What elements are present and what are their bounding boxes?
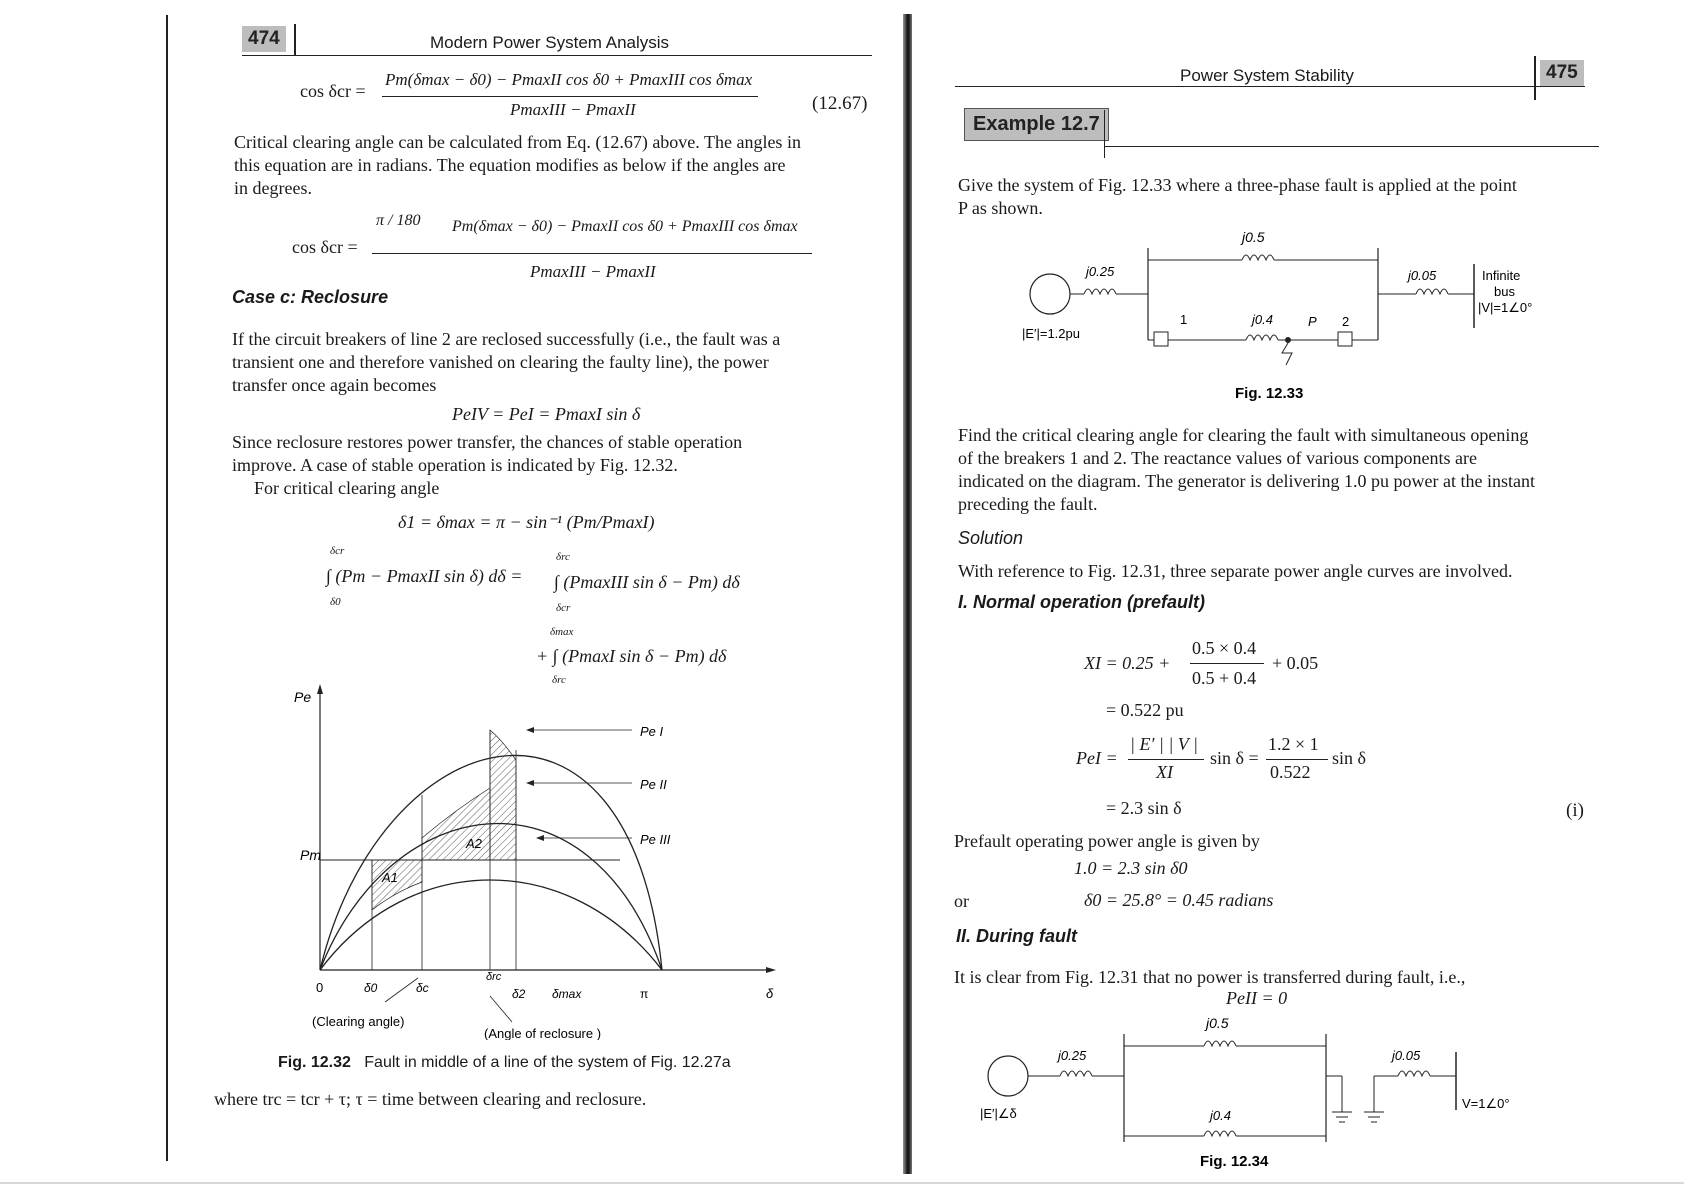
int2-expression: + ∫ (PmaxI sin δ − Pm) dδ: [536, 646, 727, 666]
label-pe1: Pe I: [640, 724, 664, 739]
left-running-head: Modern Power System Analysis: [430, 33, 670, 52]
book-spine: [903, 14, 912, 1174]
inductor-j05-34: [1204, 1041, 1236, 1046]
case-c-heading: Case c: Reclosure: [232, 287, 389, 307]
label-infinite: Infinite: [1482, 268, 1521, 283]
label-j05-34: j0.5: [1206, 1015, 1229, 1031]
label-j005-34: j0.05: [1392, 1048, 1421, 1063]
label-v-34: V=1∠0°: [1462, 1096, 1510, 1111]
inductor-j05: [1242, 255, 1274, 260]
xi-denominator: 0.5 + 0.4: [1192, 668, 1257, 688]
label-emf: |E′|=1.2pu: [1022, 326, 1080, 341]
left-header-rule: [242, 55, 872, 56]
fig-12-33-caption: Fig. 12.33: [1235, 385, 1304, 402]
eq-degrees-fraction-bar: [372, 253, 812, 254]
inductor-j025-34: [1060, 1071, 1092, 1076]
during-fault-heading: II. During fault: [956, 926, 1077, 946]
xi-fraction-bar: [1190, 663, 1264, 664]
inductor-j04: [1246, 335, 1278, 340]
right-page-number: 475: [1540, 60, 1584, 86]
label-pe-axis: Pe: [294, 689, 312, 705]
eq-degrees-pi-factor: π / 180: [376, 212, 421, 229]
pe-mid: sin δ =: [1210, 748, 1259, 768]
label-drc: δrc: [486, 971, 502, 983]
label-delta: δ: [766, 986, 774, 1001]
generator-symbol-34: [988, 1056, 1028, 1096]
label-origin: 0: [316, 980, 324, 995]
area-a2-upper: [490, 730, 516, 860]
breaker-1: [1154, 332, 1168, 346]
fault-symbol: [1282, 343, 1292, 365]
generator-symbol: [1030, 274, 1070, 314]
int1-right-lower: δcr: [556, 602, 571, 614]
xi-lhs: XI = 0.25 +: [1084, 653, 1171, 673]
example-tick: [1104, 110, 1105, 158]
area-a1: [372, 860, 422, 910]
int2-lower: δrc: [552, 674, 566, 686]
label-dmax: δmax: [552, 987, 582, 1001]
right-para-3: With reference to Fig. 12.31, three separate power angle curves are involved.: [958, 561, 1513, 581]
label-clearing-angle: (Clearing angle): [312, 1014, 405, 1029]
right-para-1: Give the system of Fig. 12.33 where a three-phase fault is applied at the point P as shown.: [958, 175, 1517, 218]
label-j025-34: j0.25: [1058, 1048, 1087, 1063]
right-header-tick: [1534, 56, 1536, 100]
pe-denominator-2: 0.522: [1270, 762, 1311, 782]
label-a2: A2: [466, 836, 482, 851]
right-header-rule: [955, 86, 1585, 87]
int1-left-expression: ∫ (Pm − PmaxII sin δ) dδ =: [326, 566, 523, 586]
page-bottom-edge: [0, 1182, 1684, 1184]
xi-tail: + 0.05: [1272, 653, 1319, 673]
label-bus2: 2: [1342, 314, 1350, 329]
where-line: where trc = tcr + τ; τ = time between clearing and reclosure.: [214, 1089, 647, 1109]
label-d2: δ2: [512, 987, 526, 1001]
label-point-p: P: [1308, 314, 1317, 329]
int1-left-upper: δcr: [330, 545, 345, 557]
solution-heading: Solution: [958, 528, 1024, 548]
left-para-2: If the circuit breakers of line 2 are reclosed successfully (i.e., the fault was a transient one and therefore vanished on clearing the faulty line), the power transfer once again becomes: [232, 329, 781, 395]
pe-fraction-bar-1: [1128, 759, 1204, 760]
fault-point: [1285, 337, 1291, 343]
leader-pe1-arrow: [526, 727, 534, 733]
prefault-eq-2: δ0 = 25.8° = 0.45 radians: [1084, 890, 1274, 910]
label-pi: π: [640, 987, 649, 1001]
eq-reclose-power: PeIV = PeI = PmaxI sin δ: [452, 404, 641, 424]
label-pm: Pm: [300, 847, 321, 863]
int1-left-lower: δ0: [330, 596, 341, 608]
label-j04-34: j0.4: [1210, 1108, 1231, 1123]
eq-delta1: δ1 = δmax = π − sin⁻¹ (Pm/PmaxI): [398, 512, 655, 532]
eq-degrees-lhs: cos δcr =: [292, 237, 358, 257]
pe-denominator-1: XI: [1156, 762, 1173, 782]
label-dc: δc: [416, 981, 429, 995]
left-page-number: 474: [242, 26, 286, 52]
int1-right-expression: ∫ (PmaxIII sin δ − Pm) dδ: [554, 572, 740, 592]
label-bus1: 1: [1180, 312, 1188, 327]
label-d0: δ0: [364, 981, 378, 995]
eq-degrees-numerator: Pm(δmax − δ0) − PmaxII cos δ0 + PmaxIII cos δmax: [452, 218, 798, 235]
fig-12-34-caption: Fig. 12.34: [1200, 1153, 1269, 1170]
example-label: Example 12.7: [964, 108, 1109, 141]
label-pe2: Pe II: [640, 777, 667, 792]
eq-12-67-denominator: PmaxIII − PmaxII: [510, 100, 636, 119]
label-j04: j0.4: [1252, 312, 1273, 327]
eq-12-67-lhs: cos δcr =: [300, 81, 366, 101]
normal-operation-heading: I. Normal operation (prefault): [958, 592, 1206, 612]
leader-clearing: [385, 978, 418, 1002]
eq-i-number: (i): [1566, 800, 1584, 821]
circuit-figure-12-34: [978, 1012, 1588, 1172]
left-para-1: Critical clearing angle can be calculated from Eq. (12.67) above. The angles in this equation are in radians. The equation modifies as below if the angles are in degrees.: [234, 132, 801, 198]
left-margin-rule: [166, 15, 168, 1161]
label-bus: bus: [1494, 284, 1515, 299]
inductor-j005: [1416, 289, 1448, 294]
pe-axis-arrow: [317, 684, 323, 694]
prefault-eq-1: 1.0 = 2.3 sin δ0: [1074, 858, 1188, 878]
fig-12-32-caption: Fig. 12.32 Fault in middle of a line of the system of Fig. 12.27a: [278, 1054, 731, 1071]
inductor-j025: [1084, 289, 1116, 294]
pe-tail: sin δ: [1332, 748, 1366, 768]
label-pe3: Pe III: [640, 832, 671, 847]
label-a1: A1: [382, 870, 398, 885]
pe-fraction-bar-2: [1266, 759, 1328, 760]
eq-12-67-fraction-bar: [382, 96, 758, 97]
pe2-zero: PeII = 0: [1226, 988, 1288, 1008]
delta-axis-arrow: [766, 967, 776, 973]
inductor-j04-34: [1204, 1131, 1236, 1136]
curve-pe3: [320, 880, 662, 970]
power-angle-figure: [290, 680, 800, 1040]
left-para-3: Since reclosure restores power transfer, the chances of stable operation improve. A case of stable operation is indicated by Fig. 12.32. For critical clearing angle: [232, 432, 743, 498]
eq-degrees-denominator: PmaxIII − PmaxII: [530, 262, 656, 281]
label-v: |V|=1∠0°: [1478, 300, 1533, 315]
right-para-2: Find the critical clearing angle for clearing the fault with simultaneous opening of the breakers 1 and 2. The reactance values of various components are indicated on the diagram. The generator is delivering 1.0 pu power at the instant preceding the fault.: [958, 425, 1535, 514]
pe-result: = 2.3 sin δ: [1106, 798, 1182, 818]
prefault-or: or: [954, 891, 969, 911]
label-j05: j0.5: [1242, 229, 1265, 245]
leader-pe3-arrow: [536, 835, 544, 841]
breaker-2: [1338, 332, 1352, 346]
prefault-line: Prefault operating power angle is given by: [954, 831, 1260, 851]
eq-12-67-number: (12.67): [812, 93, 868, 114]
int1-right-upper: δrc: [556, 551, 570, 563]
leader-pe2-arrow: [526, 780, 534, 786]
int2-upper: δmax: [550, 626, 574, 638]
pe-numerator-2: 1.2 × 1: [1268, 734, 1319, 754]
label-j025: j0.25: [1086, 264, 1115, 279]
xi-numerator: 0.5 × 0.4: [1192, 638, 1257, 658]
circuit-figure-12-33: [1020, 228, 1580, 408]
label-reclosure-angle: (Angle of reclosure ): [484, 1026, 602, 1040]
xi-result: = 0.522 pu: [1106, 700, 1184, 720]
right-running-head: Power System Stability: [1180, 66, 1354, 85]
label-j005: j0.05: [1408, 268, 1437, 283]
right-para-4: It is clear from Fig. 12.31 that no power is transferred during fault, i.e.,: [954, 967, 1466, 987]
pe-numerator-1: | E′ | | V |: [1130, 734, 1198, 754]
example-rule: [1104, 146, 1599, 147]
label-emf-34: |E′|∠δ: [980, 1106, 1017, 1121]
eq-12-67-numerator: Pm(δmax − δ0) − PmaxII cos δ0 + PmaxIII cos δmax: [385, 70, 753, 89]
left-header-tick: [294, 24, 296, 56]
pe-lhs: PeI =: [1076, 748, 1118, 768]
leader-reclosure: [490, 996, 512, 1022]
inductor-j005-34: [1398, 1071, 1430, 1076]
